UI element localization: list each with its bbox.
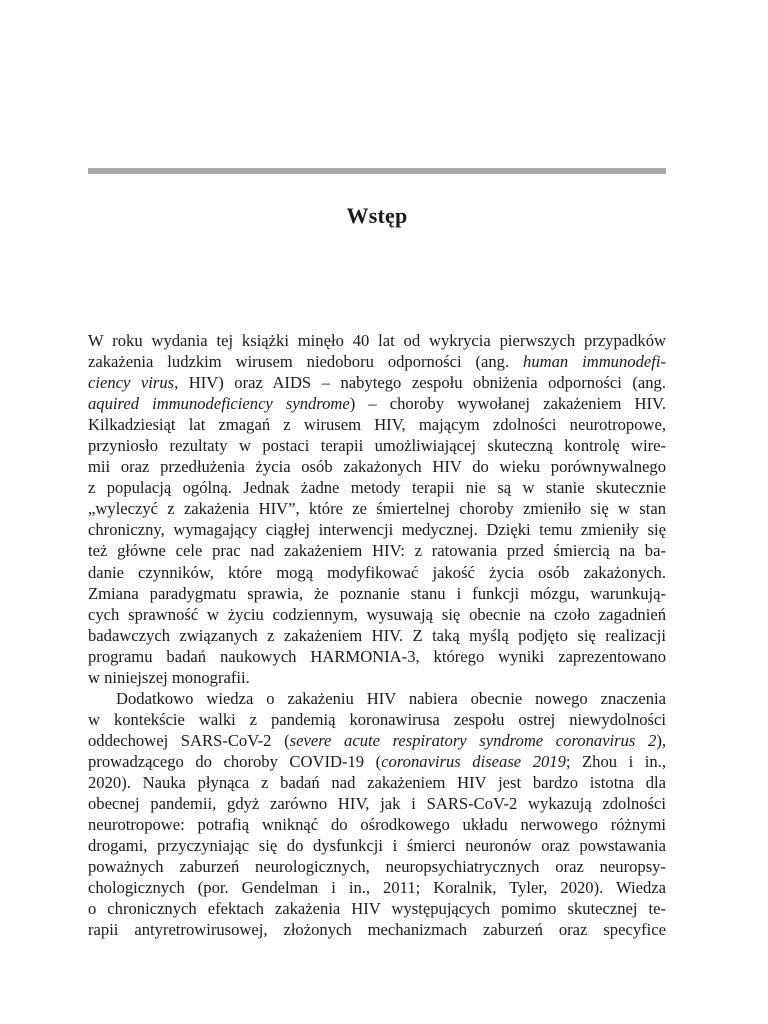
italic-term: human immunodefi- xyxy=(523,352,666,372)
text-line xyxy=(88,435,666,456)
text-segment: chologicznych (por. Gendelman i in., 2011; Koralnik, Tyler, 2020). Wiedza xyxy=(88,878,666,898)
text-segment: Dodatkowo wiedza o zakażeniu HIV nabiera obecnie nowego znaczenia xyxy=(116,688,666,708)
text-line xyxy=(88,562,666,583)
italic-term: aquired immunodeficiency syndrome xyxy=(88,394,350,414)
text-segment: drogami, przyczyniając się do dysfunkcji i śmierci neuronów oraz powstawania xyxy=(88,836,666,856)
italic-term: ciency virus xyxy=(88,373,175,393)
text-segment: chroniczny, wymagający ciągłej interwencji medycznej. Dzięki temu zmieniły się xyxy=(88,520,666,540)
text-segment: rapii antyretrowirusowej, złożonych mechanizmach zaburzeń oraz specyfice xyxy=(88,920,666,940)
italic-term: coronavirus disease 2019 xyxy=(381,751,566,771)
italic-term: severe acute respiratory syndrome coronavirus 2 xyxy=(289,730,657,750)
text-line xyxy=(88,688,666,709)
text-line xyxy=(88,751,666,772)
text-line xyxy=(88,793,666,814)
text-line xyxy=(88,667,666,688)
text-segment: ; Zhou i in., xyxy=(565,751,666,771)
text-line xyxy=(88,835,666,856)
text-segment: badawczych związanych z zakażeniem HIV. Z taką myślą podjęto się realizacji xyxy=(88,625,666,645)
text-line xyxy=(88,730,666,751)
text-segment: , HIV) oraz AIDS – nabytego zespołu obniżenia odporności (ang. xyxy=(174,373,666,393)
text-segment: 2020). Nauka płynąca z badań nad zakażeniem HIV jest bardzo istotna dla xyxy=(88,772,666,792)
text-segment: mii oraz przedłużenia życia osób zakażonych HIV do wieku porównywalnego xyxy=(88,457,666,477)
text-segment: „wyleczyć z zakażenia HIV”, które ze śmiertelnej choroby zmieniło się w stan xyxy=(88,499,666,519)
text-segment: poważnych zaburzeń neurologicznych, neuropsychiatrycznych oraz neuropsy- xyxy=(88,857,666,877)
text-segment: ), xyxy=(656,730,666,750)
text-line xyxy=(88,856,666,877)
text-line xyxy=(88,646,666,667)
text-segment: cych sprawność w życiu codziennym, wysuwają się obecnie na czoło zagadnień xyxy=(88,604,666,624)
text-segment: Kilkadziesiąt lat zmagań z wirusem HIV, mającym zdolności neurotropowe, xyxy=(88,415,666,435)
text-segment: o chronicznych efektach zakażenia HIV występujących pomimo skutecznej te- xyxy=(88,899,666,919)
text-line xyxy=(88,814,666,835)
text-line xyxy=(88,477,666,498)
text-segment: programu badań naukowych HARMONIA-3, którego wyniki zaprezentowano xyxy=(88,646,666,666)
text-line xyxy=(88,919,666,940)
text-line xyxy=(88,583,666,604)
body-text xyxy=(88,330,666,940)
chapter-title: Wstęp xyxy=(346,203,408,228)
text-line xyxy=(88,877,666,898)
text-segment: danie czynników, które mogą modyfikować jakość życia osób zakażonych. xyxy=(88,562,666,582)
text-segment: Zmiana paradygmatu sprawia, że poznanie stanu i funkcji mózgu, warunkują- xyxy=(88,583,666,603)
text-line xyxy=(88,519,666,540)
text-line xyxy=(88,604,666,625)
text-line xyxy=(88,498,666,519)
paragraph-2 xyxy=(88,688,666,941)
text-segment: w kontekście walki z pandemią koronawirusa zespołu ostrej niewydolności xyxy=(88,709,666,729)
text-segment: w niniejszej monografii. xyxy=(88,667,250,687)
paragraph-1 xyxy=(88,330,666,688)
text-line xyxy=(88,351,666,372)
text-segment: prowadzącego do choroby COVID-19 ( xyxy=(88,751,382,771)
header-rule xyxy=(88,168,666,174)
text-line xyxy=(88,414,666,435)
text-segment: oddechowej SARS-CoV-2 ( xyxy=(88,730,290,750)
text-line xyxy=(88,540,666,561)
text-segment: ) – choroby wywołanej zakażeniem HIV. xyxy=(349,394,666,414)
text-line xyxy=(88,709,666,730)
text-line xyxy=(88,772,666,793)
text-segment: neurotropowe: potrafią wniknąć do ośrodkowego układu nerwowego różnymi xyxy=(88,815,666,835)
text-line xyxy=(88,898,666,919)
text-line xyxy=(88,372,666,393)
text-segment: W roku wydania tej książki minęło 40 lat od wykrycia pierwszych przypadków xyxy=(88,331,666,350)
text-segment: obecnej pandemii, gdyż zarówno HIV, jak i SARS-CoV-2 wykazują zdolności xyxy=(88,794,666,814)
text-segment: też główne cele prac nad zakażeniem HIV: z ratowania przed śmiercią na ba- xyxy=(88,541,666,561)
text-line xyxy=(88,393,666,414)
text-line xyxy=(88,456,666,477)
text-segment: z populacją ogólną. Jednak żadne metody terapii nie są w stanie skutecznie xyxy=(88,478,666,498)
text-segment: zakażenia ludzkim wirusem niedoboru odporności (ang. xyxy=(88,352,524,372)
text-line xyxy=(88,625,666,646)
text-segment: przyniosło rezultaty w postaci terapii umożliwiającej skuteczną kontrolę wire- xyxy=(88,436,666,456)
text-line xyxy=(88,330,666,351)
